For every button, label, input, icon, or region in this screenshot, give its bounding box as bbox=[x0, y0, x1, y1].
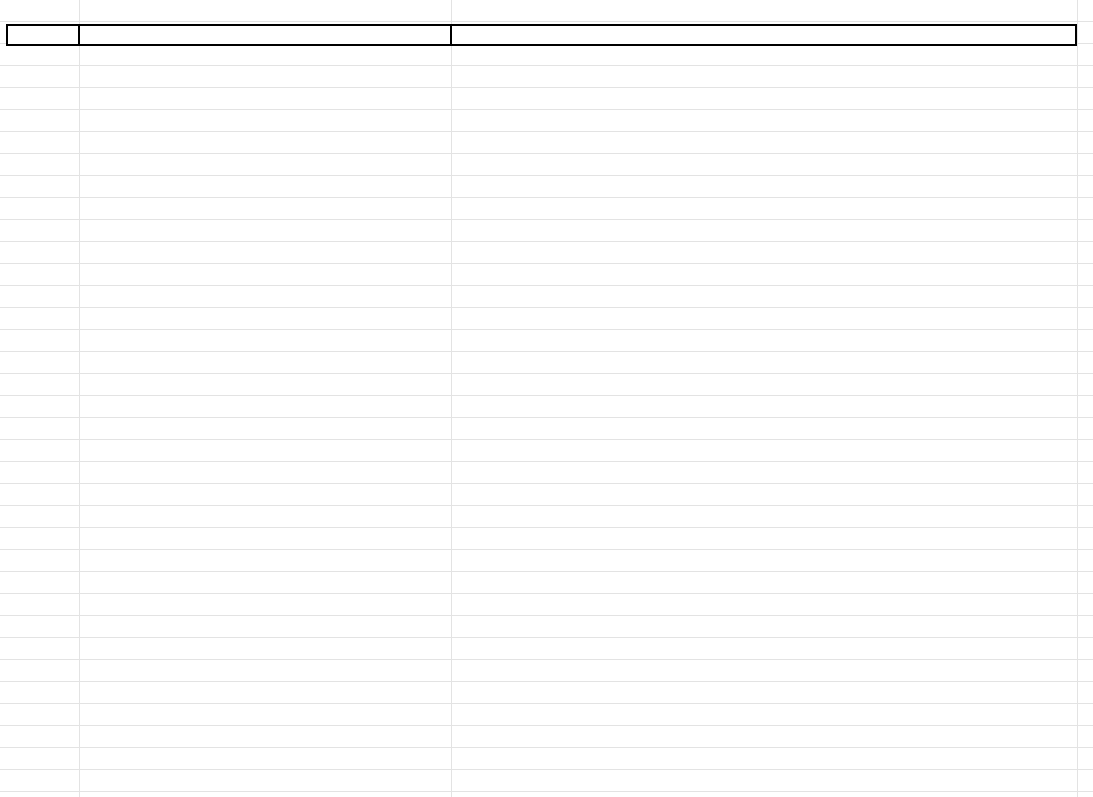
section-label-od-roughing[interactable] bbox=[6, 200, 446, 222]
program-codes-header[interactable] bbox=[78, 24, 452, 46]
program-no-label[interactable] bbox=[6, 2, 80, 24]
program-no-value-cell[interactable] bbox=[78, 2, 452, 24]
gridline bbox=[1077, 0, 1078, 797]
gridline bbox=[451, 0, 452, 797]
comments-header[interactable] bbox=[450, 24, 1077, 46]
sequence-no-header[interactable] bbox=[6, 24, 80, 46]
gridline bbox=[79, 0, 80, 797]
